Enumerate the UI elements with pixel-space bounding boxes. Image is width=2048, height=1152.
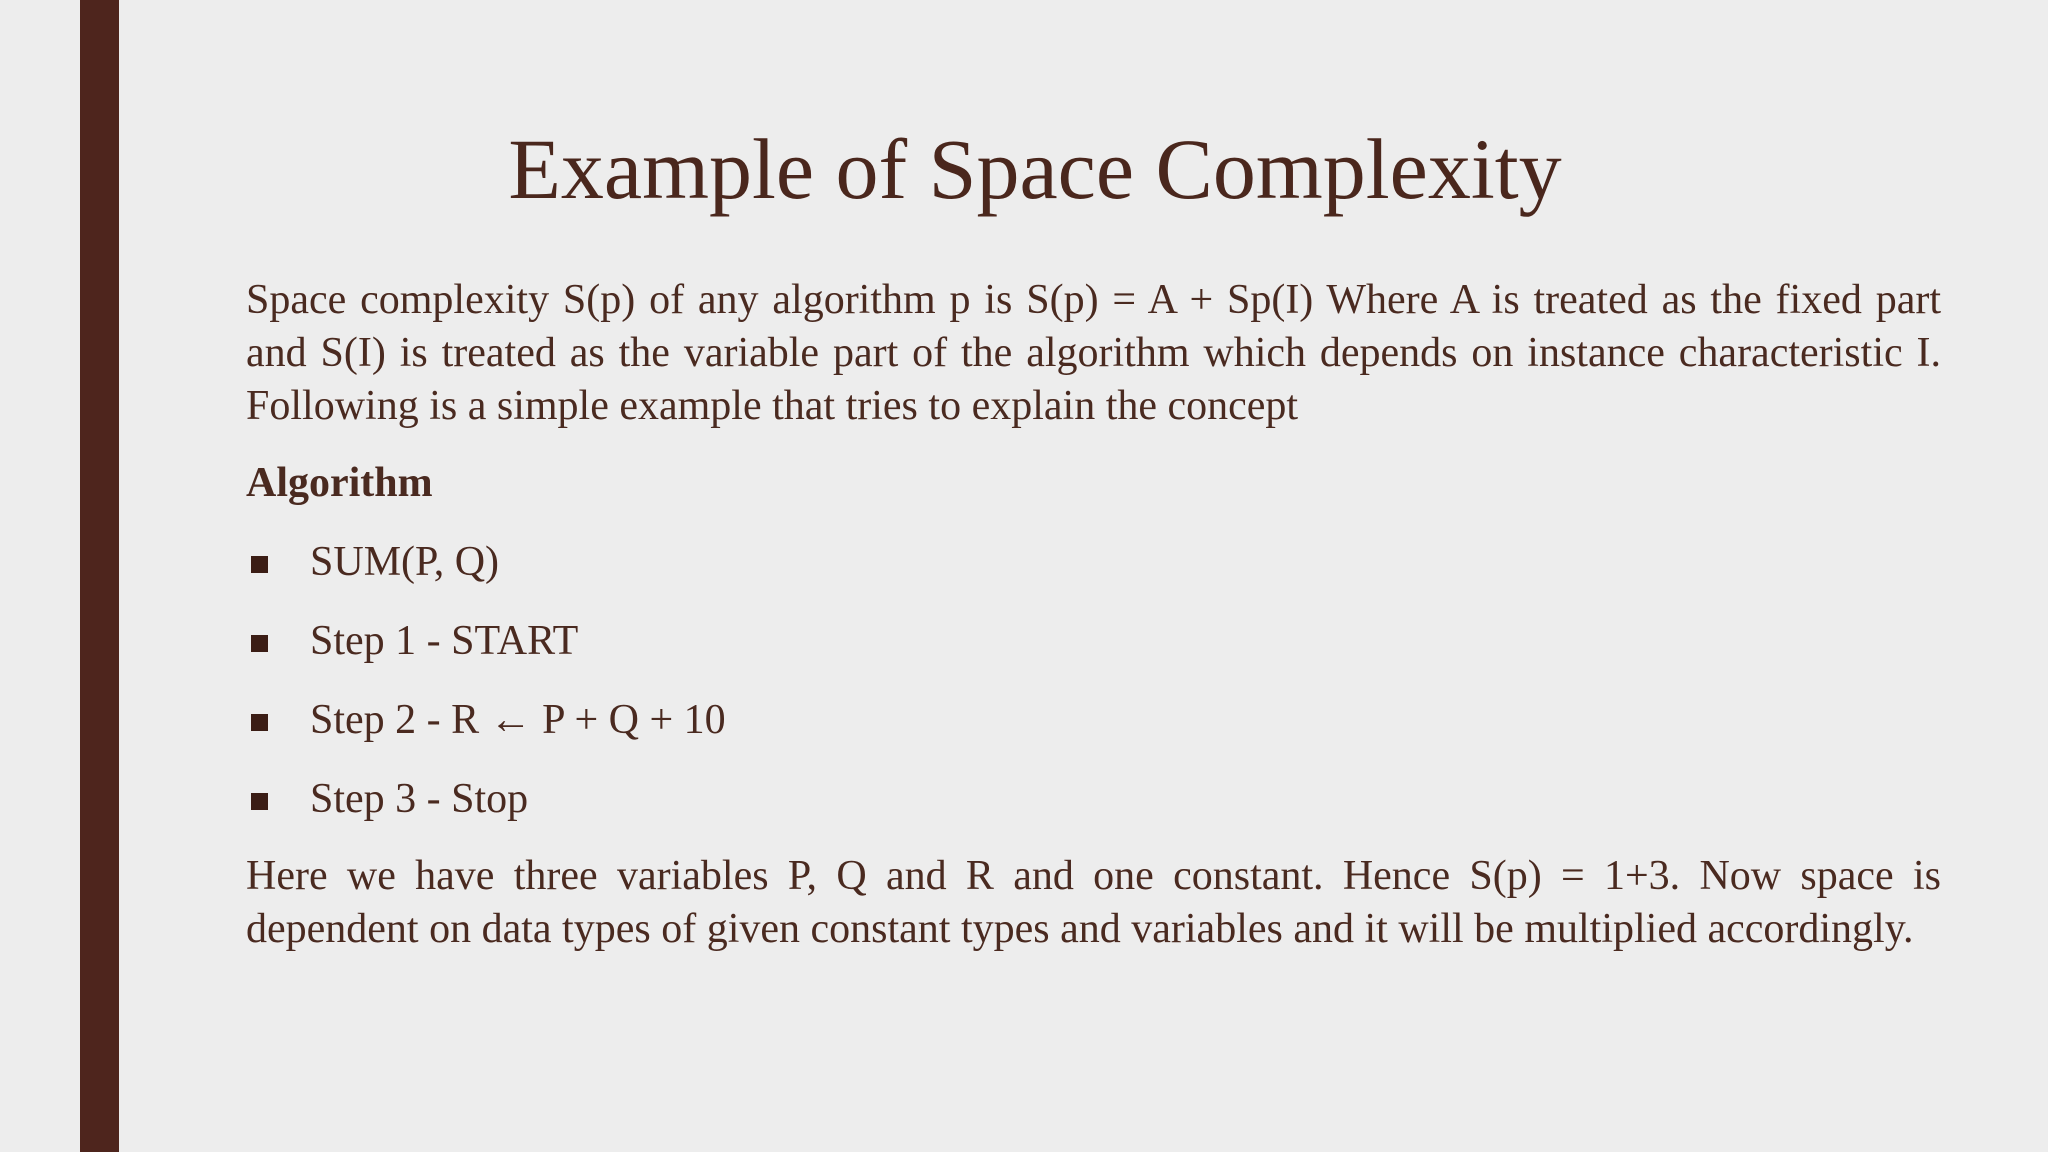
slide-content (246, 274, 1941, 956)
list-item (246, 536, 1941, 589)
step-text: Step 3 - Stop (310, 776, 529, 822)
square-bullet-icon (251, 556, 268, 573)
slide-title: Example of Space Complexity (508, 121, 1562, 217)
step-text: Step 1 - START (310, 618, 579, 664)
square-bullet-icon (251, 793, 268, 810)
list-item (246, 694, 1941, 747)
conclusion-paragraph: Here we have three variables P, Q and R and one constant. Hence S(p) = 1+3. Now space is dependent on data types of given constant types and variables and it will be multiplied accordingly. (246, 853, 1941, 952)
list-item (246, 615, 1941, 668)
intro-paragraph: Space complexity S(p) of any algorithm p is S(p) = A + Sp(I) Where A is treated as the fixed part and S(I) is treated as the variable part of the algorithm which depends on instance characteristic I. Following is a simple example that tries to explain the concept (246, 277, 1941, 429)
list-item (246, 773, 1941, 826)
step-text: Step 2 - R ← P + Q + 10 (310, 697, 726, 743)
algorithm-steps-list (246, 536, 1941, 826)
square-bullet-icon (251, 635, 268, 652)
step-text: SUM(P, Q) (310, 539, 500, 585)
accent-side-bar (80, 0, 119, 1152)
square-bullet-icon (251, 714, 268, 731)
algorithm-heading: Algorithm (246, 460, 433, 506)
